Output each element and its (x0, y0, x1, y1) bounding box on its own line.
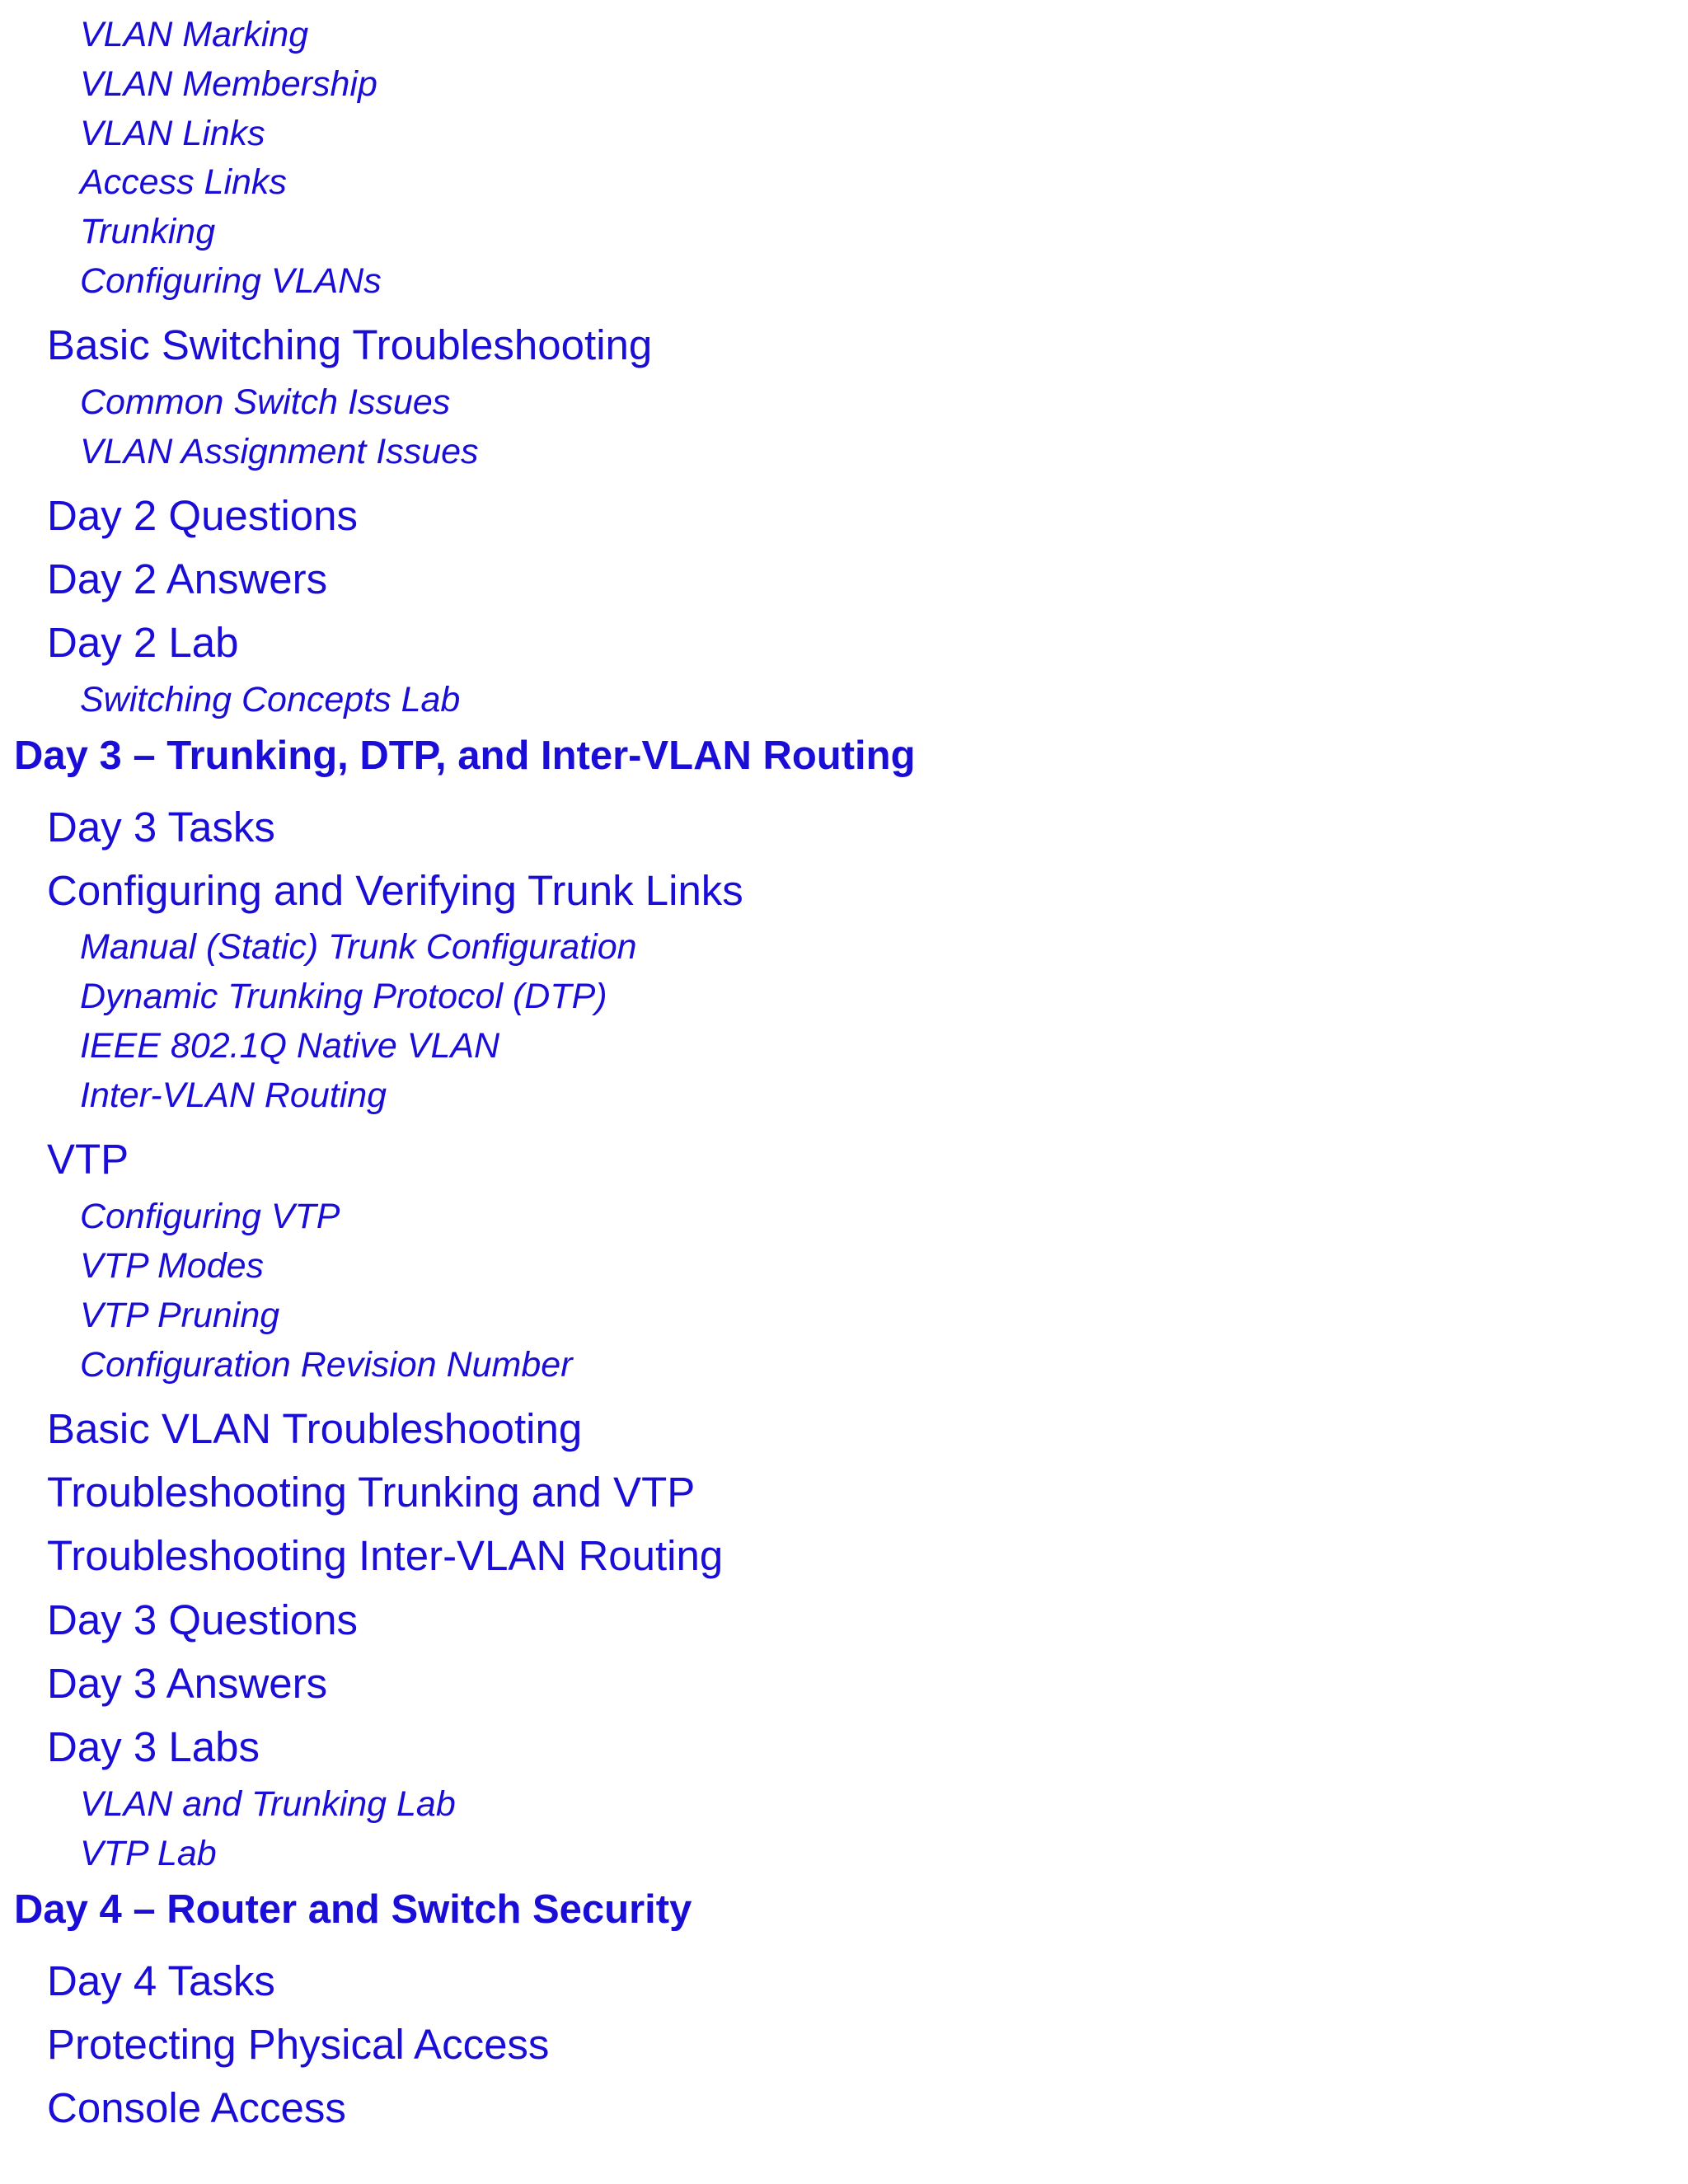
toc-chapter-day-4[interactable]: Day 4 – Router and Switch Security (14, 1887, 692, 1932)
toc-entry-basic-vlan-troubleshooting[interactable]: Basic VLAN Troubleshooting (47, 1405, 583, 1452)
toc-entry-vtp-lab[interactable]: VTP Lab (80, 1834, 217, 1873)
toc-entry-switching-concepts-lab[interactable]: Switching Concepts Lab (80, 680, 461, 719)
toc-entry-configuring-verifying-trunk-links[interactable]: Configuring and Verifying Trunk Links (47, 867, 743, 914)
toc-entry-configuring-vlans[interactable]: Configuring VLANs (80, 261, 382, 301)
toc-entry-ieee-native-vlan[interactable]: IEEE 802.1Q Native VLAN (80, 1026, 500, 1066)
toc-entry-vlan-membership[interactable]: VLAN Membership (80, 64, 377, 104)
toc-entry-common-switch-issues[interactable]: Common Switch Issues (80, 382, 451, 422)
toc-entry-vlan-trunking-lab[interactable]: VLAN and Trunking Lab (80, 1784, 456, 1824)
toc-entry-console-access[interactable]: Console Access (47, 2084, 346, 2131)
toc-entry-access-links[interactable]: Access Links (80, 162, 287, 202)
toc-entry-configuring-vtp[interactable]: Configuring VTP (80, 1197, 340, 1236)
toc-entry-day-3-questions[interactable]: Day 3 Questions (47, 1596, 359, 1643)
toc-entry-vlan-links[interactable]: VLAN Links (80, 114, 265, 153)
toc-entry-vtp-modes[interactable]: VTP Modes (80, 1246, 265, 1286)
toc-entry-vlan-assignment-issues[interactable]: VLAN Assignment Issues (80, 432, 479, 471)
toc-entry-day-3-tasks[interactable]: Day 3 Tasks (47, 804, 275, 851)
toc-entry-day-3-answers[interactable]: Day 3 Answers (47, 1660, 328, 1707)
toc-entry-day-4-tasks[interactable]: Day 4 Tasks (47, 1957, 275, 2004)
toc-entry-day-3-labs[interactable]: Day 3 Labs (47, 1723, 260, 1770)
toc-entry-troubleshooting-inter-vlan-routing[interactable]: Troubleshooting Inter-VLAN Routing (47, 1532, 724, 1579)
toc-entry-basic-switching-troubleshooting[interactable]: Basic Switching Troubleshooting (47, 321, 653, 368)
toc-entry-day-2-answers[interactable]: Day 2 Answers (47, 555, 328, 602)
toc-entry-inter-vlan-routing[interactable]: Inter-VLAN Routing (80, 1076, 387, 1115)
toc-entry-configuration-revision-number[interactable]: Configuration Revision Number (80, 1345, 573, 1385)
toc-entry-day-2-questions[interactable]: Day 2 Questions (47, 492, 359, 539)
toc-entry-troubleshooting-trunking-vtp[interactable]: Troubleshooting Trunking and VTP (47, 1469, 696, 1516)
toc-chapter-day-3[interactable]: Day 3 – Trunking, DTP, and Inter-VLAN Routing (14, 733, 916, 778)
toc-entry-vtp[interactable]: VTP (47, 1136, 129, 1183)
toc-entry-protecting-physical-access[interactable]: Protecting Physical Access (47, 2021, 550, 2068)
toc-entry-vtp-pruning[interactable]: VTP Pruning (80, 1296, 280, 1335)
toc-entry-dynamic-trunking-protocol[interactable]: Dynamic Trunking Protocol (DTP) (80, 977, 607, 1016)
toc-entry-manual-trunk-configuration[interactable]: Manual (Static) Trunk Configuration (80, 927, 637, 967)
toc-entry-vlan-marking[interactable]: VLAN Marking (80, 15, 309, 54)
toc-entry-day-2-lab[interactable]: Day 2 Lab (47, 619, 239, 666)
toc-entry-trunking[interactable]: Trunking (80, 212, 216, 251)
